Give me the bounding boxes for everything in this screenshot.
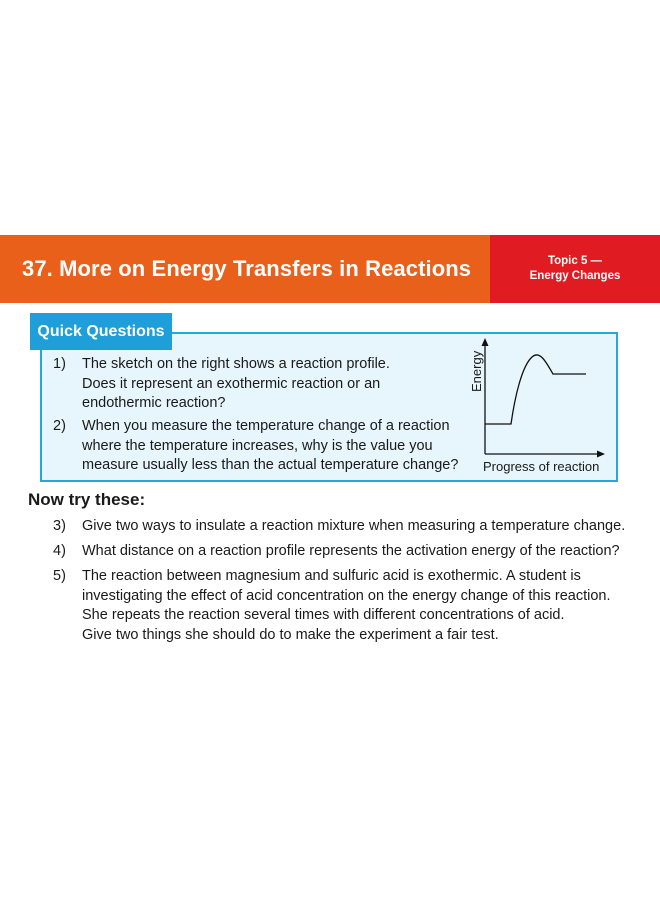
- question-number: 3): [53, 518, 66, 534]
- x-axis-arrowhead: [597, 451, 605, 458]
- energy-axis-label: Energy: [469, 350, 484, 392]
- question-line: The reaction between magnesium and sulfuric acid is exothermic. A student is: [82, 568, 581, 584]
- question-text: [82, 567, 611, 645]
- question-number: 5): [53, 568, 66, 584]
- page-header: [0, 235, 660, 303]
- question-line: Give two ways to insulate a reaction mixture when measuring a temperature change.: [82, 518, 626, 534]
- question-line: What distance on a reaction profile represents the activation energy of the reaction?: [82, 543, 620, 559]
- question-line: where the temperature increases, why is the value you: [82, 437, 433, 454]
- energy-curve: [485, 355, 586, 424]
- question-text: [82, 417, 458, 476]
- question-number: 4): [53, 543, 66, 559]
- question-line: Does it represent an exothermic reaction or an: [82, 375, 381, 392]
- header-title-bar: [0, 235, 490, 303]
- now-try-heading: Now try these:: [28, 490, 146, 509]
- question-line: When you measure the temperature change of a reaction: [82, 418, 450, 434]
- question-line: investigating the effect of acid concentration on the energy change of this reaction.: [82, 587, 611, 604]
- topic-number: Topic 5 —: [547, 255, 603, 267]
- question-line: She repeats the reaction several times with different concentrations of acid.: [82, 607, 565, 623]
- question-number: 1): [53, 356, 66, 372]
- topic-name: Energy Changes: [529, 270, 621, 282]
- question-line: The sketch on the right shows a reaction profile.: [82, 356, 390, 372]
- reaction-profile-diagram: [460, 336, 610, 481]
- y-axis-arrowhead: [482, 338, 489, 346]
- progress-axis-label: Progress of reaction: [483, 459, 600, 474]
- quick-questions-heading: Quick Questions: [30, 313, 172, 350]
- question-line: measure usually less than the actual temperature change?: [82, 457, 459, 473]
- question-number: 2): [53, 418, 66, 434]
- topic-badge: [490, 235, 660, 303]
- question-text: [82, 517, 625, 537]
- page-title: 37. More on Energy Transfers in Reactions: [22, 256, 472, 281]
- question-text: [82, 542, 620, 562]
- question-line: endothermic reaction?: [82, 395, 226, 411]
- question-text: [82, 355, 390, 414]
- question-line: Give two things she should do to make the experiment a fair test.: [82, 626, 499, 643]
